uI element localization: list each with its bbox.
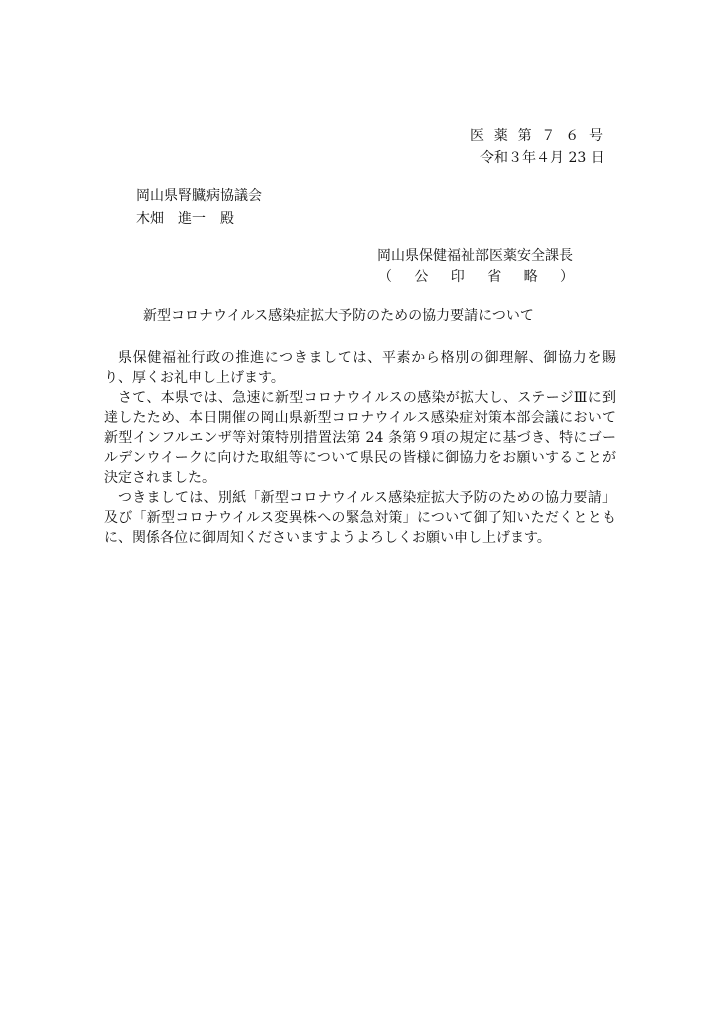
sender-office: 岡山県保健福祉部医薬安全課長 [377,248,573,264]
seal-omitted-note: （ 公 印 省 略 ） [378,269,574,285]
body-paragraph: 県保健福祉行政の推進につきましては、平素から格別の御理解、御協力を賜り、厚くお礼申し上げます。 [104,350,616,386]
body-paragraph: つきましては、別紙「新型コロナウイルス感染症拡大予防のための協力要請」及び「新型コロナウイルス変異株への緊急対策」について御了知いただくとともに、関係各位に御周知くださいますようよろしくお願い申し上げます。 [104,490,616,546]
recipient-organization: 岡山県腎臓病協議会 [136,188,262,204]
recipient-name: 木畑 進一 殿 [136,211,234,227]
document-body [104,348,616,548]
document-number: 医 薬 第 ７ ６ 号 [470,128,605,144]
document-subject: 新型コロナウイルス感染症拡大予防のための協力要請について [143,308,534,324]
document-date: 令和３年４月 23 日 [480,150,605,166]
body-paragraph: さて、本県では、急速に新型コロナウイルスの感染が拡大し、ステージⅢに到達したため、本日開催の岡山県新型コロナウイルス感染症対策本部会議において新型インフルエンザ等対策特別措置法第 24 条第９項の規定に基づき、特にゴールデンウイークに向けた取組等について県民の皆様に御協力をお願いすることが決定されました。 [104,390,616,486]
